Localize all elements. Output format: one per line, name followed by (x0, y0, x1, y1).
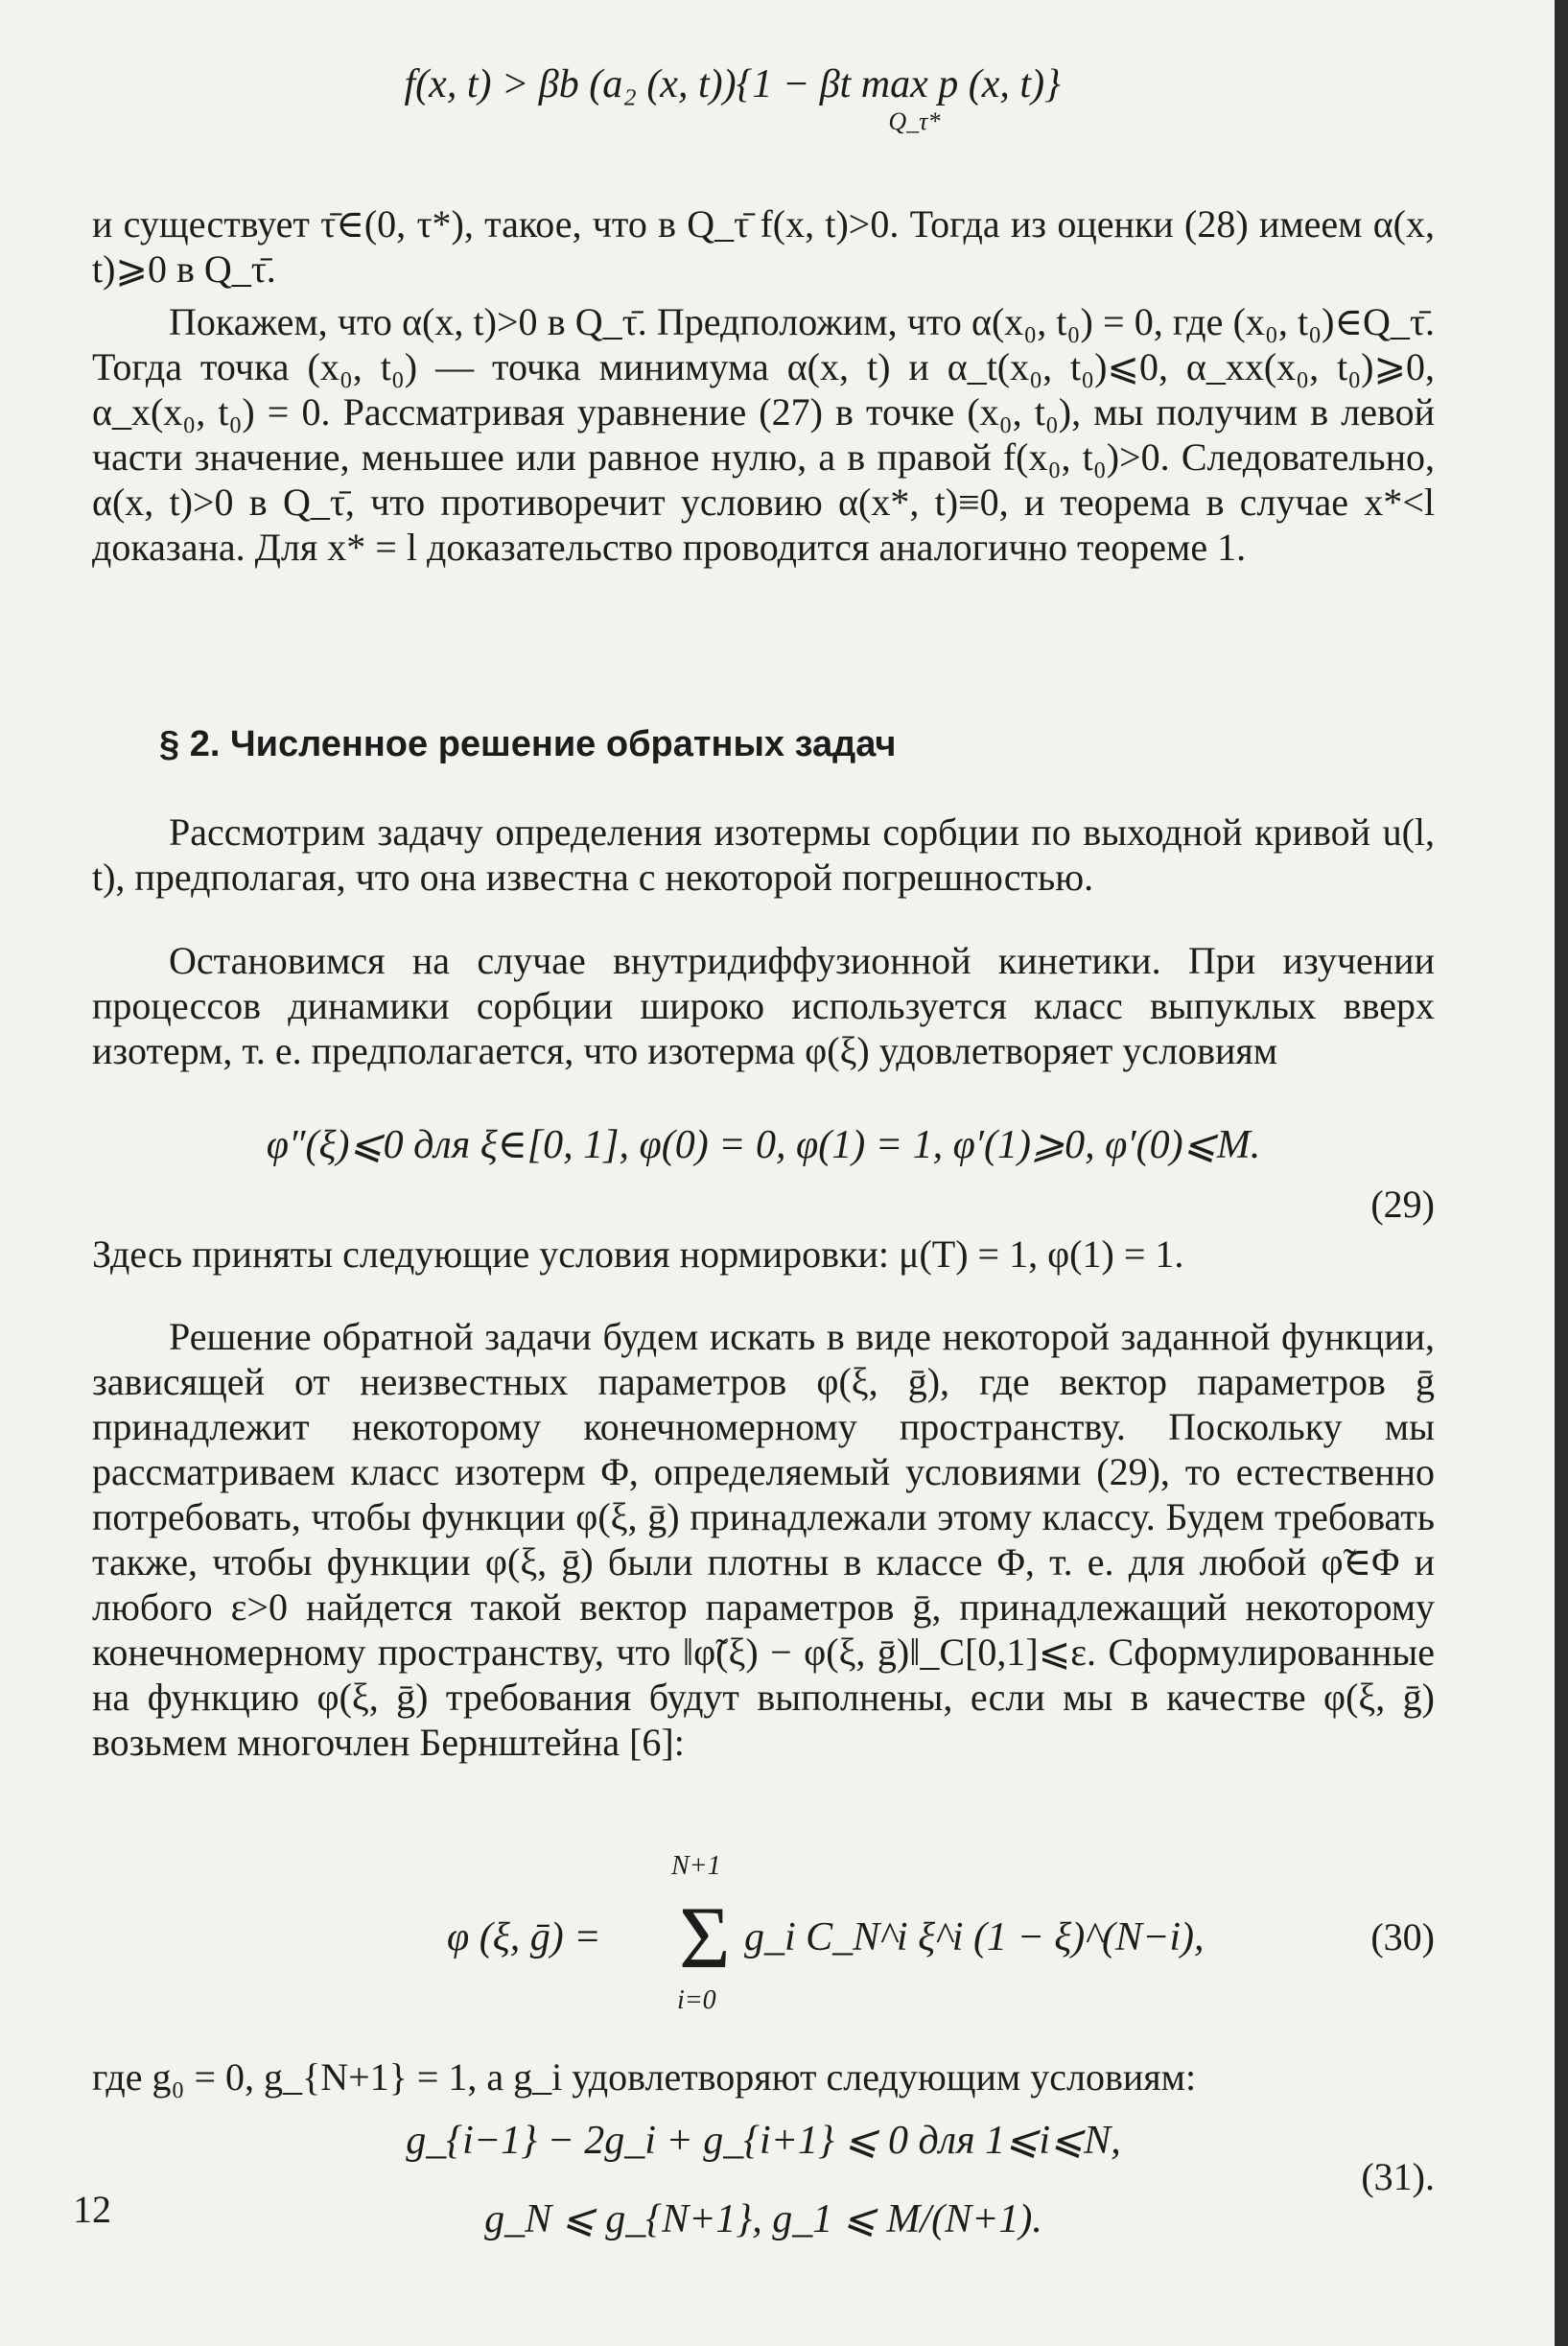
page-number: 12 (73, 2188, 111, 2231)
equation-30 (92, 1851, 1435, 2043)
equation-29-number: (29) (1370, 1183, 1435, 1226)
scan-edge-shadow (1555, 0, 1568, 2346)
equation-31-line-2: g_N ⩽ g_{N+1}, g_1 ⩽ M/(N+1). (484, 2197, 1042, 2241)
equation-31-line-1: g_{i−1} − 2g_i + g_{i+1} ⩽ 0 для 1⩽i⩽N, (406, 2119, 1121, 2163)
paragraph-3: Рассмотрим задачу определения изотермы сорбции по выходной кривой u(l, t), предполагая, что она известна с некоторой погрешностью. (92, 810, 1435, 899)
book-page (73, 48, 1435, 2292)
equation-30-lhs: φ (ξ, ḡ) = (447, 1915, 601, 1959)
paragraph-4: Остановимся на случае внутридиффузионной кинетики. При изучении процессов динамики сорбции широко используется класс выпуклых вверх изотерм, т. е. предполагается, что изотерма φ(ξ) удовлетворяет условиям (92, 939, 1435, 1072)
sum-symbol: Σ (679, 1889, 731, 1986)
equation-30-rhs: g_i C_N^i ξ^i (1 − ξ)^(N−i), (744, 1915, 1205, 1959)
equation-top-text: f(x, t) > βb (a₂ (x, t)){1 − βt max p (x, t)} (404, 62, 1061, 106)
equation-31-number: (31). (1361, 2155, 1435, 2198)
equation-top-subscript: Q_τ* (888, 107, 941, 135)
paragraph-5: Здесь приняты следующие условия нормировки: μ(T) = 1, φ(1) = 1. (92, 1232, 1184, 1276)
paragraph-6: Решение обратной задачи будем искать в виде некоторой заданной функции, зависящей от неизвестных параметров φ(ξ, ḡ), где вектор параметров ḡ принадлежит некоторому конечномерному пространству. Поскольку мы рассматриваем класс изотерм Φ, определяемый условиями (29), то естественно потребовать, чтобы функции φ(ξ, ḡ) принадлежали этому классу. Будем требовать также, чтобы функции φ(ξ, ḡ) были плотны в классе Φ, т. е. для любой φ̃∈Φ и любого ε>0 найдется такой вектор параметров ḡ, принадлежащий некоторому конечномерному пространству, что ‖φ̃(ξ) − φ(ξ, ḡ)‖_C[0,1]⩽ε. Сформулированные на функцию φ(ξ, ḡ) требования будут выполнены, если мы в качестве φ(ξ, ḡ) возьмем многочлен Бернштейна [6]: (92, 1315, 1435, 1764)
section-heading: § 2. Численное решение обратных задач (159, 724, 897, 764)
paragraph-7: где g₀ = 0, g_{N+1} = 1, а g_i удовлетворяют следующим условиям: (92, 2055, 1197, 2099)
paragraph-2: Покажем, что α(x, t)>0 в Q_τ̄. Предположим, что α(x₀, t₀) = 0, где (x₀, t₀)∈Q_τ̄. Тогда точка (x₀, t₀) — точка минимума α(x, t) и α_t(x₀, t₀)⩽0, α_xx(x₀, t₀)⩾0, α_x(x₀, t₀) = 0. Рассматривая уравнение (27) в точке (x₀, t₀), мы получим в левой части значение, меньшее или равное нулю, а в правой f(x₀, t₀)>0. Следовательно, α(x, t)>0 в Q_τ̄, что противоречит условию α(x*, t)≡0, и теорема в случае x*<l доказана. Для x* = l доказательство проводится аналогично теореме 1. (92, 300, 1435, 569)
equation-30-number: (30) (1370, 1915, 1435, 1959)
equation-29-text: φ″(ξ)⩽0 для ξ∈[0, 1], φ(0) = 0, φ(1) = 1, φ′(1)⩾0, φ′(0)⩽M. (266, 1123, 1261, 1167)
equation-30-lower-limit: i=0 (677, 1985, 716, 2015)
equation-30-upper-limit: N+1 (671, 1851, 721, 1881)
equation-29 (92, 1122, 1435, 1168)
paragraph-1: и существует τ̄∈(0, τ*), такое, что в Q_τ̄ f(x, t)>0. Тогда из оценки (28) имеем α(x, t)⩾0 в Q_τ̄. (92, 202, 1435, 291)
